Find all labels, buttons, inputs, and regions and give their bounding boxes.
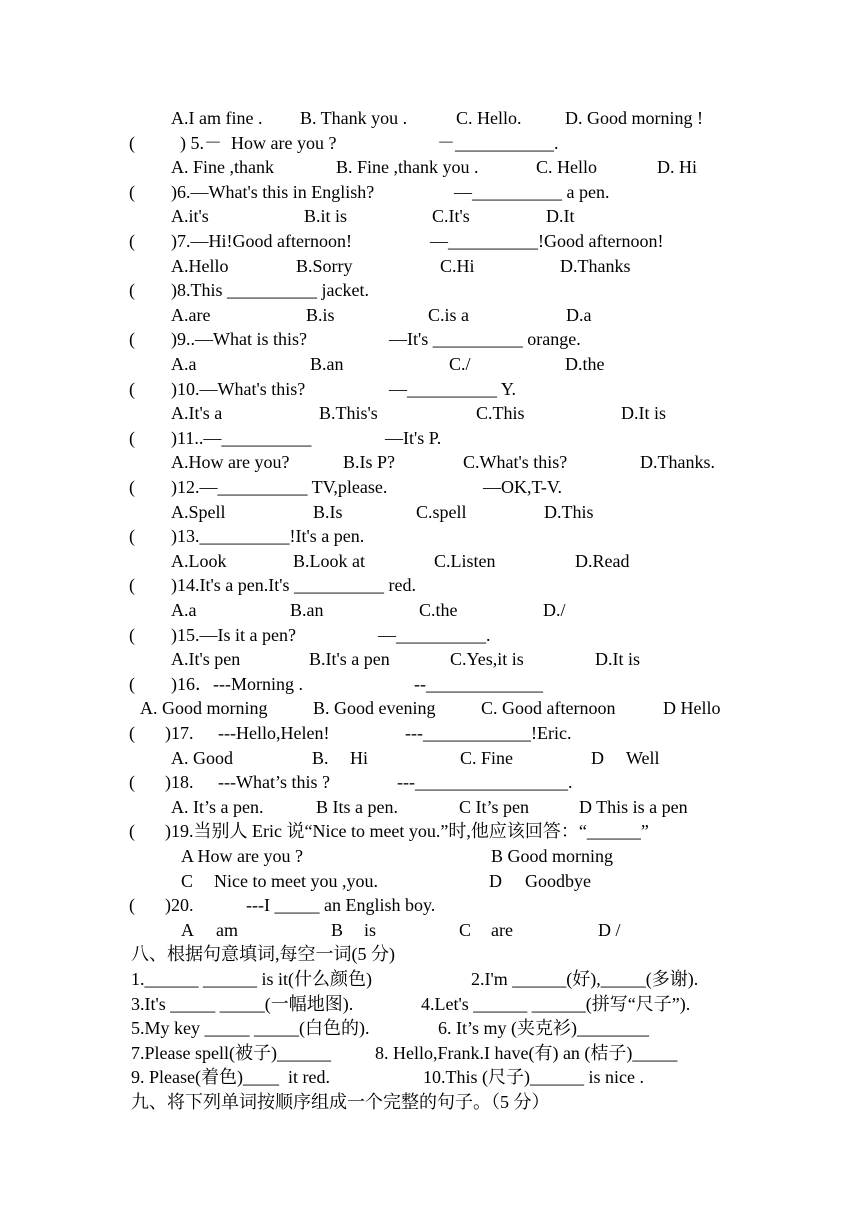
q7-options-text-4: D.Thanks <box>560 255 631 276</box>
q10-options-text-3: C.This <box>476 403 525 424</box>
q12-options-text-3: C.spell <box>416 501 467 522</box>
q7-options-text-3: C.Hi <box>440 255 475 276</box>
question-line <box>0 1065 860 1090</box>
q18-text-4: ---_________________. <box>397 772 573 793</box>
q20-options-text-7: D / <box>598 919 621 940</box>
q12-text-3: —OK,T-V. <box>483 477 563 497</box>
q20-options-text-5: C <box>459 919 472 940</box>
q7-options-text-1: A.Hello <box>171 255 229 276</box>
s8-row1-text-2: 2.I'm ______(好),_____(多谢). <box>471 969 699 989</box>
answer-options-line <box>0 647 860 672</box>
answer-options-line <box>0 401 860 426</box>
section8-heading-text-1: 八、根据句意填词,每空一词(5 分) <box>131 944 395 965</box>
q8-options-text-2: B.is <box>306 304 335 325</box>
question-line <box>0 721 860 746</box>
q18-options-text-1: A. It’s a pen. <box>171 796 264 817</box>
q9-text-2: )9..—What is this? <box>171 329 307 350</box>
section-heading <box>0 1090 860 1115</box>
q7-options-text-2: B.Sorry <box>296 255 353 276</box>
question-line <box>0 426 860 451</box>
q9-text-1: ( <box>129 329 135 350</box>
s8-row3-text-1: 5.My key _____ _____(白色的). <box>131 1018 370 1039</box>
answer-options-line <box>0 844 860 869</box>
q11-options-text-1: A.How are you? <box>171 452 290 473</box>
question-line <box>0 180 860 205</box>
q5-text-1: ( <box>129 132 135 153</box>
question-line <box>0 327 860 352</box>
q8-options-text-4: D.a <box>566 304 592 325</box>
question-line <box>0 992 860 1017</box>
q8-options-text-3: C.is a <box>428 304 470 325</box>
q12-options-text-2: B.Is <box>313 501 343 522</box>
q19-options-ab-text-2: B Good morning <box>491 846 614 866</box>
answer-options-line <box>0 696 860 721</box>
q17-options-text-1: A. Good <box>171 747 233 768</box>
q10-text-1: ( <box>129 378 135 399</box>
q14-text-2: )14.It's a pen.It's __________ red. <box>171 575 416 596</box>
question-line <box>0 131 860 156</box>
q20-options-text-1: A <box>181 919 194 940</box>
q10-options-text-2: B.This's <box>319 403 378 424</box>
q15-options-text-1: A.It's pen <box>171 649 241 670</box>
s8-row5-text-2: 10.This (尺子)______ is nice . <box>423 1067 644 1088</box>
q12-options-text-1: A.Spell <box>171 501 226 522</box>
q6-options-text-2: B.it is <box>304 206 348 227</box>
q15-options-text-4: D.It is <box>595 649 640 670</box>
question-line <box>0 1016 860 1041</box>
q13-options-text-2: B.Look at <box>293 550 365 571</box>
q8-text-1: ( <box>129 280 135 301</box>
q4-options-text-4: D. Good morning ! <box>565 108 703 128</box>
q11-options-text-4: D.Thanks. <box>640 452 715 473</box>
q17-options-text-2: B. <box>312 747 329 768</box>
question-line <box>0 672 860 697</box>
q17-options-text-5: D <box>591 747 604 768</box>
q16-text-1: ( <box>129 673 135 694</box>
q9-options-text-4: D.the <box>565 354 605 374</box>
q4-options-text-1: A.I am fine . <box>171 108 263 128</box>
q9-options-text-2: B.an <box>310 354 344 374</box>
answer-options-line <box>0 500 860 525</box>
q20-options-text-6: are <box>491 919 513 940</box>
s8-row3-text-2: 6. It’s my (夹克衫)________ <box>438 1018 649 1039</box>
q11-text-1: ( <box>129 427 135 448</box>
answer-options-line <box>0 450 860 475</box>
q20-options-text-2: am <box>216 919 238 940</box>
q8-text-2: )8.This __________ jacket. <box>171 280 369 301</box>
q6-text-3: —__________ a pen. <box>454 181 610 202</box>
q19-options-ab-text-1: A How are you ? <box>181 846 303 866</box>
answer-options-line <box>0 869 860 894</box>
q4-options-text-2: B. Thank you . <box>300 108 408 128</box>
q13-options-text-3: C.Listen <box>434 550 496 571</box>
q15-text-2: )15.—Is it a pen? <box>171 624 296 645</box>
q6-options-text-4: D.It <box>546 206 575 227</box>
question-line <box>0 524 860 549</box>
q19-options-cd-text-2: Nice to meet you ,you. <box>214 870 378 891</box>
q15-text-3: —__________. <box>378 624 491 645</box>
q13-text-2: )13.__________!It's a pen. <box>171 526 365 547</box>
q8-options-text-1: A.are <box>171 304 211 325</box>
q5-options-text-1: A. Fine ,thank <box>171 157 274 178</box>
question-line <box>0 377 860 402</box>
q19-text-1: ( <box>129 821 135 842</box>
answer-options-line <box>0 204 860 229</box>
q16-options-text-2: B. Good evening <box>313 698 436 719</box>
section-heading <box>0 942 860 967</box>
q17-options-text-6: Well <box>626 747 660 768</box>
q18-text-2: )18. <box>165 772 194 793</box>
q10-options-text-4: D.It is <box>621 403 666 424</box>
answer-options-line <box>0 303 860 328</box>
q12-text-1: ( <box>129 477 135 497</box>
q13-options-text-1: A.Look <box>171 550 227 571</box>
q5-text-2: ) 5.－ How are you ? <box>171 132 337 153</box>
q17-text-3: ---Hello,Helen! <box>218 723 330 743</box>
q20-options-text-4: is <box>364 919 377 940</box>
answer-options-line <box>0 155 860 180</box>
answer-options-line <box>0 795 860 820</box>
q10-text-2: )10.—What's this? <box>171 378 306 399</box>
q16-options-text-3: C. Good afternoon <box>481 698 616 719</box>
q6-text-1: ( <box>129 181 135 202</box>
question-line <box>0 229 860 254</box>
q11-text-3: —It's P. <box>385 427 442 448</box>
q15-options-text-3: C.Yes,it is <box>450 649 524 670</box>
q5-options-text-4: D. Hi <box>657 157 697 178</box>
q7-text-2: )7.—Hi!Good afternoon! <box>171 231 352 251</box>
q5-text-3: －___________. <box>437 132 559 153</box>
q14-text-1: ( <box>129 575 135 596</box>
question-line <box>0 893 860 918</box>
q6-options-text-3: C.It's <box>432 206 470 227</box>
answer-options-line <box>0 918 860 943</box>
s8-row4-text-1: 7.Please spell(被子)______ <box>131 1042 331 1063</box>
q11-text-2: )11..—__________ <box>171 427 312 448</box>
s8-row2-text-2: 4.Let's ______ ______(拼写“尺子”). <box>421 993 691 1014</box>
q16-options-text-1: A. Good morning <box>140 698 268 719</box>
q16-options-text-4: D Hello <box>663 698 721 719</box>
q10-options-text-1: A.It's a <box>171 403 223 424</box>
question-line <box>0 278 860 303</box>
q16-text-3: --_____________ <box>414 673 543 694</box>
q7-text-3: —__________!Good afternoon! <box>430 231 664 251</box>
s8-row1-text-1: 1.______ ______ is it(什么颜色) <box>131 969 372 989</box>
q19-options-cd-text-1: C <box>181 870 194 891</box>
q17-options-text-3: Hi <box>350 747 368 768</box>
q19-options-cd-text-4: Goodbye <box>525 870 591 891</box>
q6-options-text-1: A.it's <box>171 206 209 227</box>
q14-options-text-3: C.the <box>419 600 458 620</box>
q17-options-text-4: C. Fine <box>460 747 514 768</box>
question-line <box>0 819 860 844</box>
q18-options-text-3: C It’s pen <box>459 796 529 817</box>
answer-options-line <box>0 352 860 377</box>
s8-row2-text-1: 3.It's _____ _____(一幅地图). <box>131 993 354 1014</box>
q5-options-text-3: C. Hello <box>536 157 597 178</box>
question-line <box>0 1041 860 1066</box>
q18-options-text-4: D This is a pen <box>579 796 688 817</box>
q17-text-4: ---____________!Eric. <box>405 723 572 743</box>
question-line <box>0 623 860 648</box>
q9-text-3: —It's __________ orange. <box>389 329 581 350</box>
q14-options-text-1: A.a <box>171 600 197 620</box>
q20-text-3: ---I _____ an English boy. <box>246 895 436 916</box>
answer-options-line <box>0 106 860 131</box>
q20-text-1: ( <box>129 895 135 916</box>
section9-heading-text-1: 九、将下列单词按顺序组成一个完整的句子。（5 分） <box>131 1092 550 1112</box>
q17-text-1: ( <box>129 723 135 743</box>
q6-text-2: )6.—What's this in English? <box>171 181 375 202</box>
q14-options-text-4: D./ <box>543 600 566 620</box>
q20-text-2: )20. <box>165 895 194 916</box>
q12-text-2: )12.—__________ TV,please. <box>171 477 388 497</box>
q15-options-text-2: B.It's a pen <box>309 649 390 670</box>
q13-options-text-4: D.Read <box>575 550 630 571</box>
q12-options-text-4: D.This <box>544 501 594 522</box>
q18-options-text-2: B Its a pen. <box>316 796 398 817</box>
question-line <box>0 573 860 598</box>
q10-text-3: —__________ Y. <box>389 378 517 399</box>
q7-text-1: ( <box>129 231 135 251</box>
q18-text-3: ---What’s this ? <box>218 772 330 793</box>
q9-options-text-1: A.a <box>171 354 197 374</box>
answer-options-line <box>0 598 860 623</box>
q11-options-text-2: B.Is P? <box>343 452 396 473</box>
question-line <box>0 967 860 992</box>
q15-text-1: ( <box>129 624 135 645</box>
answer-options-line <box>0 254 860 279</box>
s8-row4-text-2: 8. Hello,Frank.I have(有) an (桔子)_____ <box>375 1042 678 1063</box>
q5-options-text-2: B. Fine ,thank you . <box>336 157 479 178</box>
q20-options-text-3: B <box>331 919 344 940</box>
answer-options-line <box>0 746 860 771</box>
q11-options-text-3: C.What's this? <box>463 452 568 473</box>
question-line <box>0 475 860 500</box>
q17-text-2: )17. <box>165 723 194 743</box>
q14-options-text-2: B.an <box>290 600 324 620</box>
q19-text-2: )19.当别人 Eric 说“Nice to meet you.”时,他应该回答：“______” <box>165 821 649 842</box>
answer-options-line <box>0 549 860 574</box>
q16-text-2: )16．---Morning . <box>171 673 303 694</box>
q4-options-text-3: C. Hello. <box>456 108 522 128</box>
q13-text-1: ( <box>129 526 135 547</box>
q9-options-text-3: C./ <box>449 354 471 374</box>
q19-options-cd-text-3: D <box>489 870 502 891</box>
q18-text-1: ( <box>129 772 135 793</box>
s8-row5-text-1: 9. Please(着色)____ it red. <box>131 1067 330 1088</box>
question-line <box>0 770 860 795</box>
